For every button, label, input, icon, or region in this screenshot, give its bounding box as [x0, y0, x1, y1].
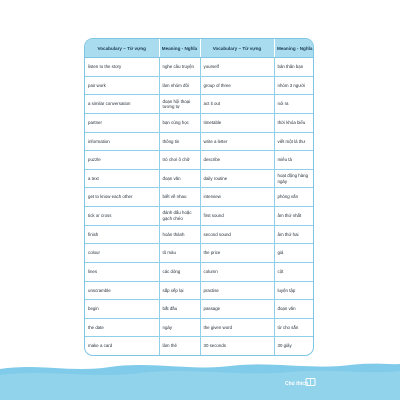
vocabulary-cell: timetable: [200, 113, 274, 132]
meaning-cell: tô màu: [159, 244, 200, 263]
meaning-cell: bạn cùng học: [159, 113, 200, 132]
vocabulary-cell: daily routine: [200, 169, 274, 188]
vocabulary-cell: lines: [85, 262, 159, 281]
vocabulary-cell: column: [200, 262, 274, 281]
vocabulary-cell: second sound: [200, 225, 274, 244]
vocabulary-cell: interview: [200, 188, 274, 207]
footer-wave: [0, 355, 400, 400]
vocabulary-table: [85, 39, 314, 355]
vocabulary-cell: act it out: [200, 95, 274, 114]
meaning-cell: ngày: [159, 318, 200, 337]
vocabulary-cell: get to know each other: [85, 188, 159, 207]
footer-legend-label: Chú thích: [285, 381, 309, 387]
meaning-cell: nói ra: [274, 95, 314, 114]
vocabulary-cell: begin: [85, 300, 159, 319]
meaning-cell: sắp xếp lại: [159, 281, 200, 300]
vocabulary-cell: finish: [85, 225, 159, 244]
table-row: [85, 95, 314, 114]
table-row: [85, 132, 314, 151]
vocabulary-cell: the price: [200, 244, 274, 263]
vocabulary-cell: tick or cross: [85, 207, 159, 226]
vocabulary-cell: unscramble: [85, 281, 159, 300]
vocabulary-cell: the date: [85, 318, 159, 337]
meaning-cell: 30 giây: [277, 343, 292, 349]
meaning-cell: đoạn hội thoại tương tự: [159, 95, 200, 114]
table-row: [85, 337, 314, 355]
table-row: [85, 300, 314, 319]
meaning-cell: luyện tập: [274, 281, 314, 300]
meaning-cell: âm thứ hai: [274, 225, 314, 244]
vocabulary-table-frame: [84, 38, 314, 356]
vocabulary-cell: first sound: [200, 207, 274, 226]
meaning-cell: làm nhóm đôi: [159, 76, 200, 95]
footer-book-icon: [305, 377, 316, 387]
vocabulary-cell: yourself: [200, 58, 274, 77]
meaning-cell: miêu tả: [274, 151, 314, 170]
vocabulary-cell: partner: [85, 113, 159, 132]
meaning-cell: bản thân bạn: [274, 58, 314, 77]
vocabulary-cell: passage: [200, 300, 274, 319]
table-row: [85, 318, 314, 337]
meaning-cell: từ cho sẵn: [274, 318, 314, 337]
meaning-cell: âm thứ nhất: [274, 207, 314, 226]
table-body: [85, 58, 314, 356]
vocabulary-cell: practise: [200, 281, 274, 300]
meaning-cell: đánh dấu hoặc gạch chéo: [159, 207, 200, 226]
meaning-cell: biết về nhau: [159, 188, 200, 207]
vocabulary-cell: a similar conversation: [85, 95, 159, 114]
vocabulary-cell: write a letter: [200, 132, 274, 151]
header-meaning-1: Meaning - Nghĩa: [159, 39, 200, 58]
meaning-cell: bắt đầu: [159, 300, 200, 319]
meaning-cell: nhóm 3 người: [274, 76, 314, 95]
table-header-row: [85, 39, 314, 58]
vocabulary-cell: information: [85, 132, 159, 151]
meaning-cell: trò chơi ô chữ: [159, 151, 200, 170]
table-row: [85, 76, 314, 95]
vocabulary-cell: 30 seconds: [200, 337, 274, 355]
table-row: [85, 225, 314, 244]
table-row: [85, 113, 314, 132]
table-row: [85, 169, 314, 188]
meaning-cell: phỏng vấn: [274, 188, 314, 207]
meaning-cell: đoạn văn: [159, 169, 200, 188]
header-meaning-2: Meaning - Nghĩa: [274, 39, 314, 58]
meaning-cell: hoàn thành: [159, 225, 200, 244]
meaning-cell: cột: [274, 262, 314, 281]
vocabulary-cell: pair work: [85, 76, 159, 95]
table-row: [85, 262, 314, 281]
meaning-cell: làm thẻ: [159, 337, 200, 355]
vocabulary-cell: make a card: [85, 337, 159, 355]
meaning-cell: giá: [274, 244, 314, 263]
meaning-cell: các dòng: [159, 262, 200, 281]
vocabulary-cell: puzzle: [85, 151, 159, 170]
meaning-cell: thông tin: [159, 132, 200, 151]
vocabulary-cell: listen to the story: [85, 58, 159, 77]
header-vocabulary-1: Vocabulary – Từ vựng: [85, 39, 159, 58]
vocabulary-cell: colour: [85, 244, 159, 263]
meaning-cell: hoạt động hàng ngày: [274, 169, 314, 188]
vocabulary-cell: group of three: [200, 76, 274, 95]
vocabulary-cell: a text: [85, 169, 159, 188]
meaning-cell: viết một lá thư: [274, 132, 314, 151]
vocabulary-cell: the given word: [200, 318, 274, 337]
meaning-cell: nghe câu truyện: [159, 58, 200, 77]
table-row: [85, 151, 314, 170]
table-row: [85, 188, 314, 207]
table-row: [85, 207, 314, 226]
header-vocabulary-2: Vocabulary – Từ vựng: [200, 39, 274, 58]
meaning-cell: thời khóa biểu: [274, 113, 314, 132]
table-row: [85, 244, 314, 263]
table-row: [85, 281, 314, 300]
vocabulary-cell: describe: [200, 151, 274, 170]
table-row: [85, 58, 314, 77]
meaning-cell: đoạn văn: [274, 300, 314, 319]
